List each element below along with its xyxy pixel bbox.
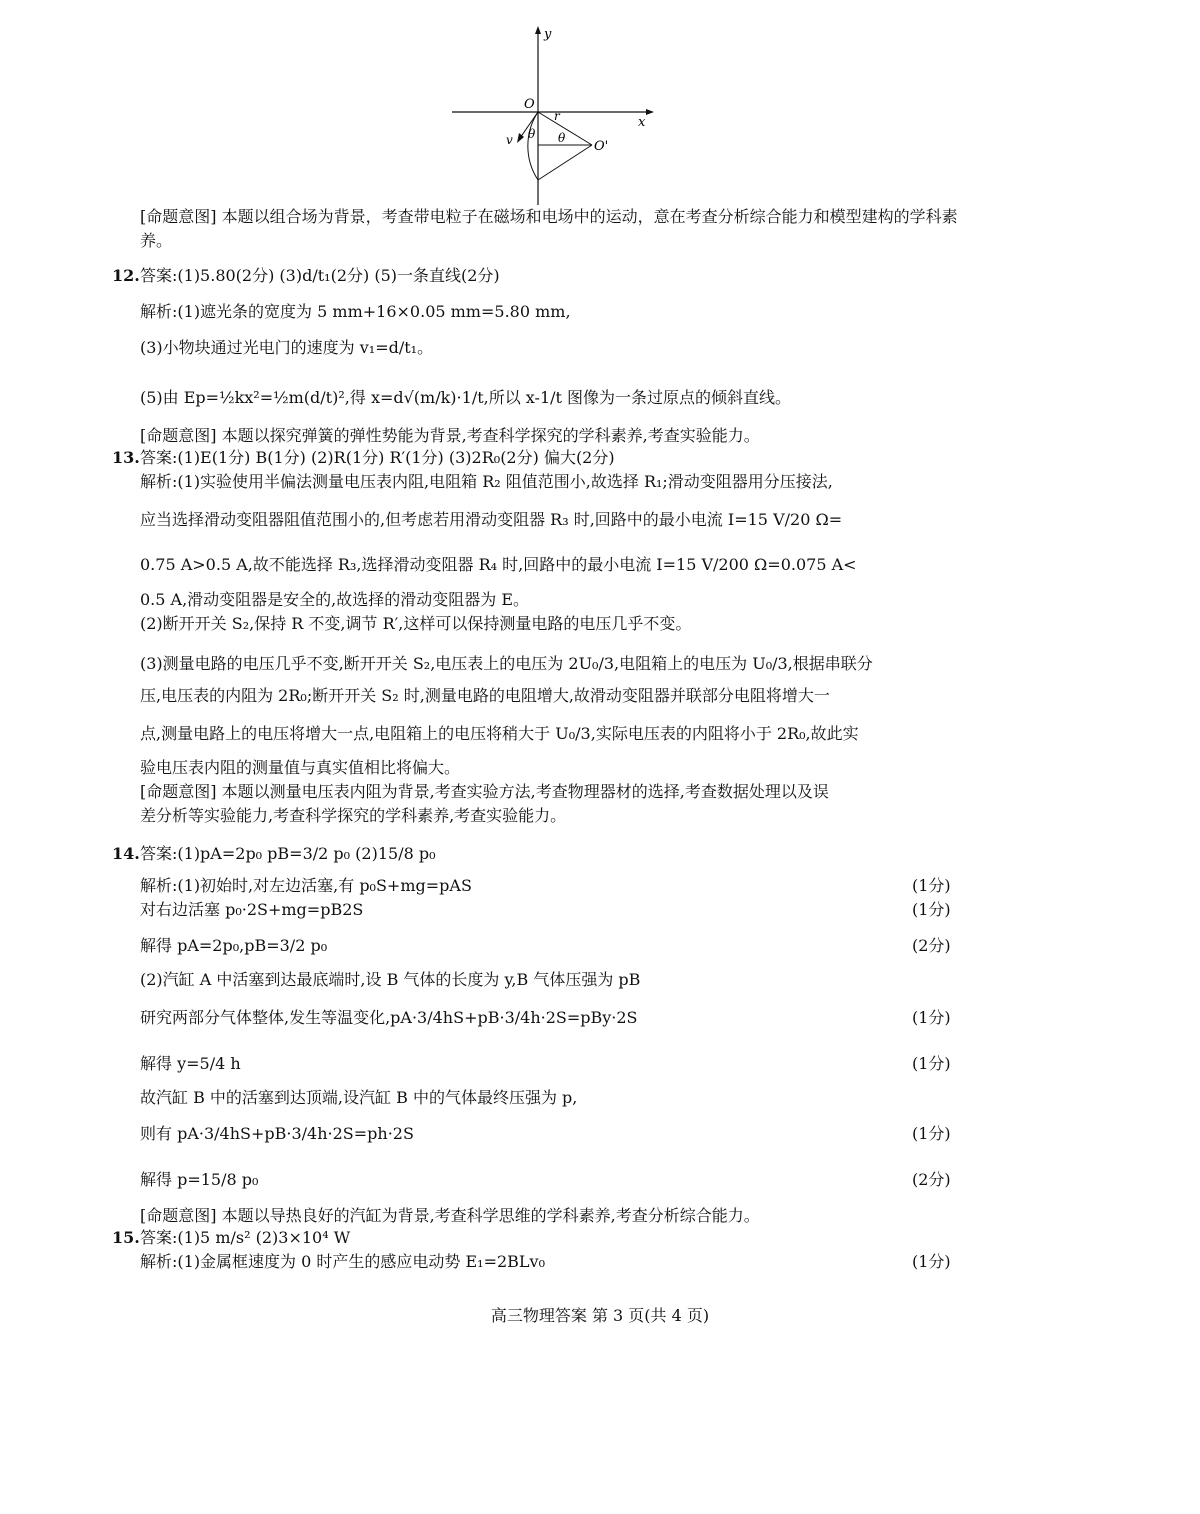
q14-points-3: (2分): [912, 936, 951, 955]
q14-line-8: 则有 pA·3/4hS+pB·3/4h·2S=ph·2S: [140, 1124, 414, 1143]
angle-label-2: θ: [558, 131, 566, 145]
q15-number: 15.: [112, 1228, 140, 1247]
q14-intent: [命题意图] 本题以导热良好的汽缸为背景,考查科学思维的学科素养,考查分析综合能力。: [140, 1206, 760, 1225]
q13-line-4: 0.5 A,滑动变阻器是安全的,故选择的滑动变阻器为 E。: [140, 590, 530, 609]
q14-line-6: 解得 y=5/4 h: [140, 1054, 241, 1073]
q14-points-2: (1分): [912, 900, 951, 919]
q12-analysis-5: (5)由 Ep=½kx²=½m(d/t)²,得 x=d√(m/k)·1/t,所以 x-1/t 图像为一条过原点的倾斜直线。: [140, 388, 792, 407]
q13-line-6: (3)测量电路的电压几乎不变,断开开关 S₂,电压表上的电压为 2U₀/3,电阻箱上的电压为 U₀/3,根据串联分: [140, 654, 873, 673]
q12-answer: 答案:(1)5.80(2分) (3)d/t₁(2分) (5)一条直线(2分): [140, 266, 500, 285]
q14-line-4: (2)汽缸 A 中活塞到达最底端时,设 B 气体的长度为 y,B 气体压强为 pB: [140, 970, 641, 989]
q14-points-6: (1分): [912, 1124, 951, 1143]
radius-label: r: [554, 109, 560, 123]
q15-points-1: (1分): [912, 1252, 951, 1271]
q12-number: 12.: [112, 266, 140, 285]
q13-line-9: 验电压表内阻的测量值与真实值相比将偏大。: [140, 758, 461, 777]
field-diagram: [440, 20, 670, 210]
y-axis-label: y: [544, 27, 552, 42]
angle-label-1: θ: [528, 127, 536, 141]
intent-11: [命题意图] 本题以组合场为背景，考查带电粒子在磁场和电场中的运动，意在考查分析综合能力和模型建构的学科素养。: [140, 207, 958, 250]
center-label: O': [594, 139, 609, 154]
q13-line-1: 解析:(1)实验使用半偏法测量电压表内阻,电阻箱 R₂ 阻值范围小,故选择 R₁;滑动变阻器用分压接法,: [140, 472, 833, 491]
page-footer: 高三物理答案 第 3 页(共 4 页): [490, 1306, 710, 1325]
q12-intent: [命题意图] 本题以探究弹簧的弹性势能为背景,考查科学探究的学科素养,考查实验能力。: [140, 426, 760, 445]
q14-answer: 答案:(1)pA=2p₀ pB=3/2 p₀ (2)15/8 p₀: [140, 844, 436, 863]
x-axis-label: x: [638, 115, 646, 130]
origin-label: O: [524, 97, 535, 112]
q14-line-7: 故汽缸 B 中的活塞到达顶端,设汽缸 B 中的气体最终压强为 p,: [140, 1088, 578, 1107]
q13-line-2: 应当选择滑动变阻器阻值范围小的,但考虑若用滑动变阻器 R₃ 时,回路中的最小电流 I=15 V/20 Ω=: [140, 510, 843, 529]
q14-line-1: 解析:(1)初始时,对左边活塞,有 p₀S+mg=pAS: [140, 876, 472, 895]
q14-points-5: (1分): [912, 1054, 951, 1073]
q14-points-7: (2分): [912, 1170, 951, 1189]
q13-line-5: (2)断开开关 S₂,保持 R 不变,调节 R′,这样可以保持测量电路的电压几乎不变。: [140, 614, 692, 633]
velocity-label: v: [506, 133, 513, 147]
q14-points-1: (1分): [912, 876, 951, 895]
q13-answer: 答案:(1)E(1分) B(1分) (2)R(1分) R′(1分) (3)2R₀(2分) 偏大(2分): [140, 448, 615, 467]
q14-line-2: 对右边活塞 p₀·2S+mg=pB2S: [140, 900, 364, 919]
q14-line-9: 解得 p=15/8 p₀: [140, 1170, 259, 1189]
q13-number: 13.: [112, 448, 140, 467]
q14-number: 14.: [112, 844, 140, 863]
q14-line-5: 研究两部分气体整体,发生等温变化,pA·3/4hS+pB·3/4h·2S=pBy·2S: [140, 1008, 638, 1027]
q12-analysis-3: (3)小物块通过光电门的速度为 v₁=d/t₁。: [140, 338, 434, 357]
q13-line-7: 压,电压表的内阻为 2R₀;断开开关 S₂ 时,测量电路的电阻增大,故滑动变阻器并联部分电阻将增大一: [140, 686, 830, 705]
q13-line-8: 点,测量电路上的电压将增大一点,电阻箱上的电压将稍大于 U₀/3,实际电压表的内阻将小于 2R₀,故此实: [140, 724, 859, 743]
q15-answer: 答案:(1)5 m/s² (2)3×10⁴ W: [140, 1228, 351, 1247]
q14-line-3: 解得 pA=2p₀,pB=3/2 p₀: [140, 936, 328, 955]
q13-intent-2: 差分析等实验能力,考查科学探究的学科素养,考查实验能力。: [140, 806, 567, 825]
q13-line-3: 0.75 A>0.5 A,故不能选择 R₃,选择滑动变阻器 R₄ 时,回路中的最小电流 I=15 V/200 Ω=0.075 A<: [140, 555, 857, 574]
q12-analysis-1: 解析:(1)遮光条的宽度为 5 mm+16×0.05 mm=5.80 mm,: [140, 302, 571, 321]
q15-line-1: 解析:(1)金属框速度为 0 时产生的感应电动势 E₁=2BLv₀: [140, 1252, 546, 1271]
q14-points-4: (1分): [912, 1008, 951, 1027]
q13-intent-1: [命题意图] 本题以测量电压表内阻为背景,考查实验方法,考查物理器材的选择,考查数据处理以及误: [140, 782, 829, 801]
